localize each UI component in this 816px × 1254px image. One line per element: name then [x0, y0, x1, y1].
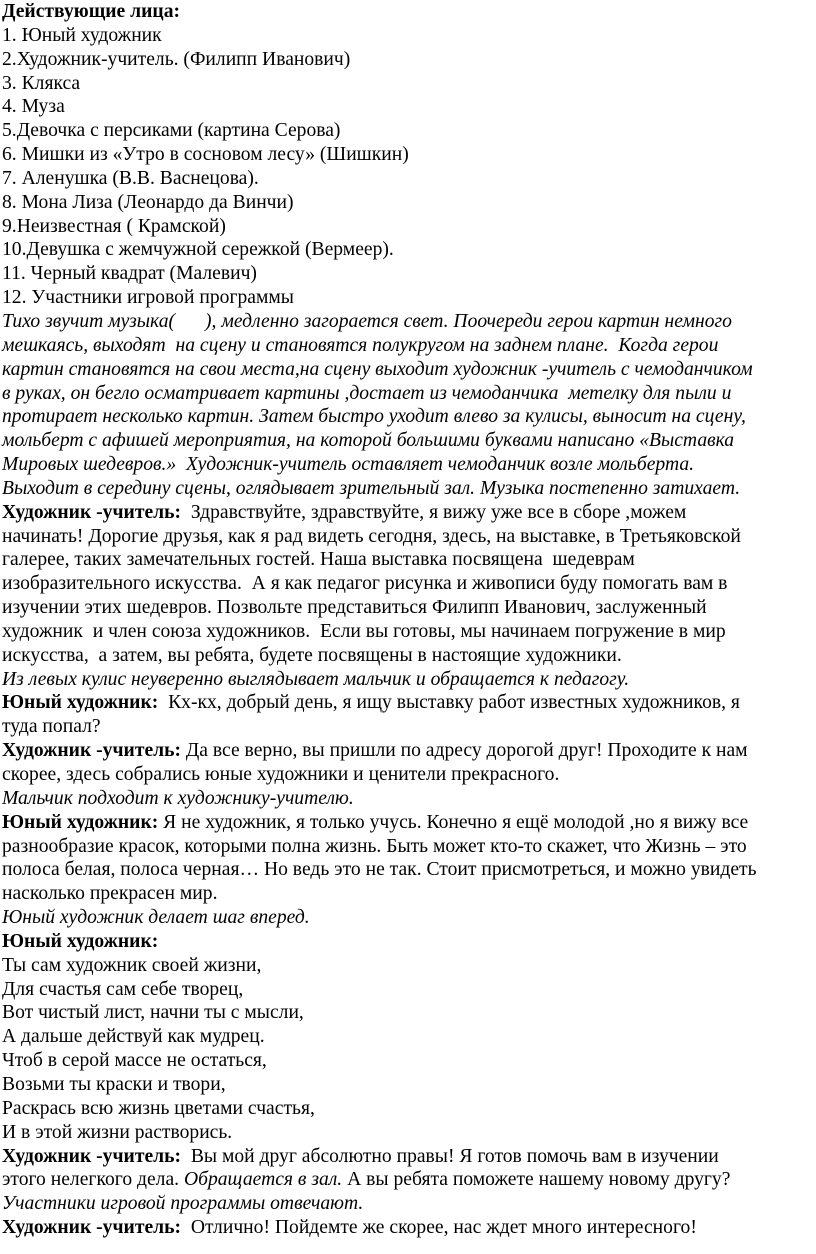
dialogue-text: Здравствуйте, здравствуйте, я вижу уже все в сборе ,можем [181, 501, 687, 523]
poem-line: Для счастья сам себе творец, [2, 978, 244, 1000]
poem-line: И в этой жизни растворись. [2, 1121, 233, 1143]
cast-item: 12. Участники игровой программы [2, 287, 294, 309]
cast-item: 1. Юный художник [2, 24, 162, 46]
stage-direction-line: мольберт с афишей мероприятия, на которой большими буквами написано «Выставка [2, 430, 735, 452]
stage-direction-text: Обращается в зал. [183, 1169, 343, 1191]
poem-line: Ты сам художник своей жизни, [2, 954, 262, 976]
cast-item: 10.Девушка с жемчужной сережкой (Вермеер). [2, 239, 394, 261]
dialogue-line: скорее, здесь собрались юные художники и ценители прекрасного. [2, 764, 560, 785]
dialogue-line [2, 811, 816, 835]
dialogue-text: Да все верно, вы пришли по адресу дорогой друг! Проходите к нам [181, 740, 748, 762]
dialogue-line: художник и член союза художников. Если вы готовы, мы начинаем погружение в мир [2, 620, 726, 642]
cast-item: 5.Девочка с персиками (картина Серова) [2, 120, 341, 142]
stage-direction-text: ), медленно загорается свет. Поочереди герои картин немного [205, 310, 732, 332]
dialogue-line [2, 1216, 816, 1240]
poem-line: Возьми ты краски и твори, [2, 1073, 226, 1095]
stage-direction-line: Участники игровой программы отвечают. [2, 1193, 364, 1215]
speaker-name: Художник -учитель: [2, 1217, 182, 1239]
speaker-name: Юный художник: [2, 811, 159, 833]
dialogue-line: галерее, таких замечательных гостей. Наша выставка посвящена шедеврам [2, 549, 635, 571]
speaker-name: Художник -учитель: [2, 501, 182, 523]
dialogue-line [2, 739, 816, 763]
dialogue-line [2, 1168, 816, 1192]
poem-line: Раскрась всю жизнь цветами счастья, [2, 1097, 315, 1119]
poem-line: Вот чистый лист, начни ты с мысли, [2, 1002, 304, 1024]
cast-item: 4. Муза [2, 96, 65, 118]
cast-item: 9.Неизвестная ( Крамской) [2, 215, 226, 237]
stage-direction-line: картин становятся на свои места,на сцену выходит художник -учитель с чемоданчиком [2, 358, 753, 380]
dialogue-text: Кх-кх, добрый день, я ищу выставку работ известных художников, я [158, 692, 740, 714]
cast-item: 11. Черный квадрат (Малевич) [2, 263, 257, 285]
dialogue-line: туда попал? [2, 716, 101, 738]
stage-direction-line: протирает несколько картин. Затем быстро уходит влево за кулисы, выносит на сцену, [2, 406, 746, 428]
cast-item: 6. Мишки из «Утро в сосновом лесу» (Шишкин) [2, 144, 409, 166]
dialogue-line [2, 1145, 816, 1169]
speaker-name: Юный художник: [2, 692, 159, 714]
speaker-name: Юный художник: [2, 930, 159, 952]
stage-direction-line: в руках, он бегло осматривает картины ,достает из чемоданчика метелку для пыли и [2, 382, 732, 404]
dialogue-line: начинать! Дорогие друзья, как я рад видеть сегодня, здесь, на выставке, в Третьяковской [2, 525, 741, 547]
cast-item: 8. Мона Лиза (Леонардо да Винчи) [2, 191, 294, 213]
poem-line: Чтоб в серой массе не остаться, [2, 1050, 267, 1072]
cast-item: 3. Клякса [2, 72, 81, 94]
stage-direction-line: Выходит в середину сцены, оглядывает зрительный зал. Музыка постепенно затихает. [2, 477, 741, 499]
dialogue-text: Вы мой друг абсолютно правы! Я готов помочь вам в изучении [181, 1145, 719, 1167]
dialogue-text: Я не художник, я только учусь. Конечно я ещё молодой ,но я вижу все [158, 811, 749, 833]
cast-item: 7. Аленушка (В.В. Васнецова). [2, 167, 259, 189]
speaker-name: Художник -учитель: [2, 1145, 182, 1167]
dialogue-text: Отлично! Пойдемте же скорее, нас ждет много интересного! [181, 1217, 697, 1239]
poem-line: А дальше действуй как мудрец. [2, 1026, 265, 1048]
dialogue-line: разнообразие красок, которыми полна жизнь. Быть может кто-то скажет, что Жизнь – это [2, 835, 747, 857]
cast-item: 2.Художник-учитель. (Филипп Иванович) [2, 48, 351, 70]
dialogue-line: полоса белая, полоса черная… Но ведь это не так. Стоит присмотреться, и можно увидеть [2, 859, 757, 881]
stage-direction-line: Из левых кулис неуверенно выглядывает мальчик и обращается к педагогу. [2, 668, 630, 690]
stage-direction-line: Мальчик подходит к художнику-учителю. [2, 787, 354, 809]
stage-direction-line [2, 310, 816, 334]
stage-direction-line: мешкаясь, выходят на сцену и становятся полукругом на заднем плане. Когда герои [2, 334, 719, 356]
stage-direction-line: Мировых шедевров.» Художник-учитель оставляет чемоданчик возле мольберта. [2, 454, 695, 476]
dialogue-line: изучении этих шедевров. Позвольте представиться Филипп Иванович, заслуженный [2, 597, 707, 619]
stage-direction-text: Тихо звучит музыка( [2, 310, 176, 332]
speaker-name: Художник -учитель: [2, 740, 182, 762]
dialogue-line: изобразительного искусства. А я как педагог рисунка и живописи буду помогать вам в [2, 573, 728, 595]
stage-direction-line: Юный художник делает шаг вперед. [2, 907, 310, 929]
dialogue-line [2, 501, 816, 525]
dialogue-line: искусства, а затем, вы ребята, будете посвящены в настоящие художники. [2, 644, 622, 666]
dialogue-text: этого нелегкого дела. [2, 1169, 184, 1191]
dialogue-text: А вы ребята поможете нашему новому другу? [342, 1169, 731, 1191]
dialogue-line [2, 691, 816, 715]
cast-heading: Действующие лица: [2, 1, 181, 22]
dialogue-line: насколько прекрасен мир. [2, 883, 218, 905]
